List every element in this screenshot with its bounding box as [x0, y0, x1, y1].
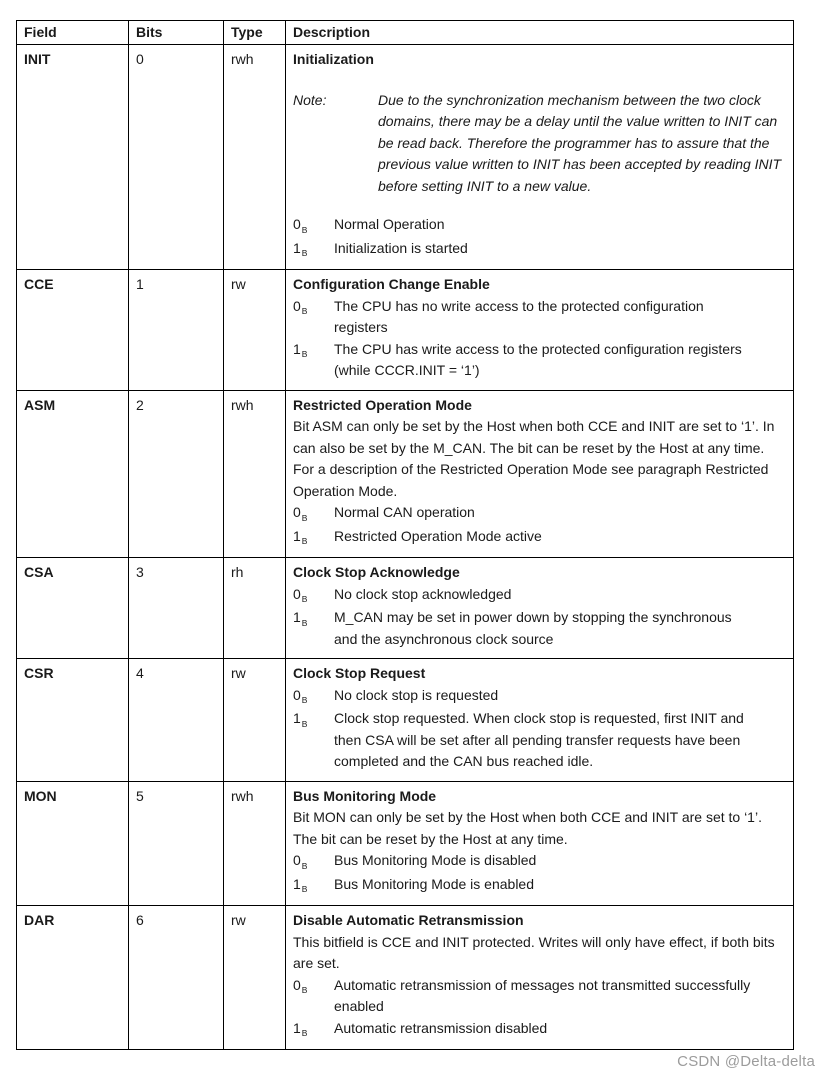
table-row: [17, 45, 794, 270]
value-row: [293, 214, 787, 238]
bit-subscript: B: [301, 695, 308, 705]
value-row: [293, 238, 787, 262]
bit-value: [293, 502, 334, 526]
type-cell: rwh: [224, 781, 286, 906]
value-row: [293, 584, 787, 608]
table-row: [17, 659, 794, 782]
type-cell: rwh: [224, 390, 286, 558]
table-header-row: [17, 21, 794, 45]
bit-number: 0: [293, 585, 301, 602]
value-row: [293, 685, 787, 709]
description-cell: [286, 390, 794, 558]
bits-cell: 0: [129, 45, 224, 270]
value-row: [293, 1018, 787, 1042]
register-bitfield-table: [16, 20, 794, 1050]
description-title: Initialization: [293, 51, 374, 67]
value-row: [293, 874, 787, 898]
bit-number: 0: [293, 852, 301, 868]
bit-subscript: B: [301, 349, 308, 359]
bit-number: 1: [293, 1019, 301, 1036]
bit-value: [293, 214, 334, 238]
bit-subscript: B: [301, 718, 308, 729]
note-label: Note:: [293, 91, 327, 108]
description-body: Bit MON can only be set by the Host when both CCE and INIT are set to ‘1’. The bit can be reset by the Host at any time.: [293, 809, 762, 847]
description-cell: [286, 45, 794, 270]
bit-subscript: B: [301, 536, 308, 546]
bit-number: 1: [293, 875, 301, 892]
value-text: Automatic retransmission of messages not transmitted successfully enabled: [334, 976, 751, 1014]
type-cell: rw: [224, 270, 286, 391]
bit-number: 1: [293, 239, 301, 256]
value-text: Bus Monitoring Mode is disabled: [334, 852, 537, 868]
field-cell: CSA: [17, 558, 129, 659]
type-cell: rw: [224, 659, 286, 782]
bit-subscript: B: [301, 512, 308, 523]
type-cell: rwh: [224, 45, 286, 270]
value-text: Restricted Operation Mode active: [334, 527, 542, 544]
field-cell: DAR: [17, 906, 129, 1050]
bits-cell: 2: [129, 390, 224, 558]
value-row: [293, 502, 787, 526]
description-cell: [286, 781, 794, 906]
value-text: The CPU has no write access to the protected configuration registers: [334, 297, 704, 335]
value-row: [293, 296, 787, 339]
bit-number: 0: [293, 216, 301, 232]
bit-subscript: B: [301, 860, 308, 871]
value-text: Normal Operation: [334, 216, 445, 232]
bit-value: [293, 238, 334, 262]
value-text: Normal CAN operation: [334, 504, 475, 520]
value-row: [293, 607, 787, 650]
value-text: Automatic retransmission disabled: [334, 1019, 548, 1036]
table-row: [17, 390, 794, 558]
bit-subscript: B: [301, 594, 308, 604]
field-cell: MON: [17, 781, 129, 906]
column-header-bits: Bits: [129, 21, 224, 45]
description-body: This bitfield is CCE and INIT protected. Writes will only have effect, if both bits are set.: [293, 933, 775, 971]
note-block: [293, 90, 787, 198]
bit-number: 1: [293, 710, 301, 726]
type-cell: rw: [224, 906, 286, 1050]
bit-value: [293, 584, 334, 608]
bit-value: [293, 296, 334, 339]
bit-subscript: B: [301, 985, 308, 995]
description-title: Restricted Operation Mode: [293, 396, 472, 413]
description-title: Configuration Change Enable: [293, 276, 490, 292]
bit-subscript: B: [301, 884, 308, 894]
bit-value: [293, 339, 334, 382]
value-text: M_CAN may be set in power down by stopping the synchronous and the asynchronous clock source: [334, 609, 732, 647]
value-text: No clock stop is requested: [334, 686, 499, 703]
bit-number: 0: [293, 504, 301, 520]
bit-value: [293, 526, 334, 550]
value-text: The CPU has write access to the protected configuration registers (while CCCR.INIT = ‘1’): [334, 340, 742, 378]
bit-subscript: B: [301, 306, 308, 316]
description-title: Disable Automatic Retransmission: [293, 912, 524, 928]
bit-number: 0: [293, 686, 301, 703]
bit-value: [293, 850, 334, 874]
bits-cell: 1: [129, 270, 224, 391]
bit-value: [293, 708, 334, 773]
value-row: [293, 850, 787, 874]
bit-value: [293, 975, 334, 1018]
bit-number: 0: [293, 297, 301, 314]
description-cell: [286, 270, 794, 391]
description-cell: [286, 906, 794, 1050]
type-cell: rh: [224, 558, 286, 659]
table-row: [17, 781, 794, 906]
value-text: Clock stop requested. When clock stop is requested, first INIT and then CSA will be set after all pending transfer requests have been completed and the CAN bus reached idle.: [334, 710, 744, 769]
bit-value: [293, 685, 334, 709]
bit-subscript: B: [301, 617, 308, 628]
bit-subscript: B: [301, 224, 308, 235]
bit-value: [293, 607, 334, 650]
description-body: Bit ASM can only be set by the Host when both CCE and INIT are set to ‘1’. In can also be set by the M_CAN. The bit can be reset by the Host at any time. For a description of the Restricted Operation Mode see paragraph Restricted Operation Mode.: [293, 418, 775, 499]
description-cell: [286, 659, 794, 782]
field-cell: ASM: [17, 390, 129, 558]
note-text: Due to the synchronization mechanism between the two clock domains, there may be a delay until the value written to INIT can be read back. Therefore the programmer has to assure that the previous value written to INIT has been accepted by reading INIT before setting INIT to a new value.: [378, 91, 782, 194]
bits-cell: 6: [129, 906, 224, 1050]
table-row: [17, 558, 794, 659]
description-title: Bus Monitoring Mode: [293, 787, 437, 804]
value-row: [293, 708, 787, 773]
field-cell: INIT: [17, 45, 129, 270]
column-header-type: Type: [224, 21, 286, 45]
bit-value: [293, 874, 334, 898]
bits-cell: 5: [129, 781, 224, 906]
description-title: Clock Stop Request: [293, 665, 426, 681]
table-row: [17, 906, 794, 1050]
field-cell: CSR: [17, 659, 129, 782]
value-text: Bus Monitoring Mode is enabled: [334, 875, 535, 892]
bit-number: 1: [293, 527, 301, 544]
bit-subscript: B: [301, 248, 308, 258]
bit-number: 1: [293, 609, 301, 625]
bit-value: [293, 1018, 334, 1042]
column-header-description: Description: [286, 21, 794, 45]
table-row: [17, 270, 794, 391]
field-cell: CCE: [17, 270, 129, 391]
bits-cell: 4: [129, 659, 224, 782]
bit-number: 1: [293, 340, 301, 357]
description-title: Clock Stop Acknowledge: [293, 564, 460, 580]
value-row: [293, 526, 787, 550]
bit-number: 0: [293, 976, 301, 993]
description-cell: [286, 558, 794, 659]
value-text: No clock stop acknowledged: [334, 585, 512, 602]
value-row: [293, 975, 787, 1018]
value-text: Initialization is started: [334, 239, 468, 256]
value-row: [293, 339, 787, 382]
bit-subscript: B: [301, 1028, 308, 1038]
bits-cell: 3: [129, 558, 224, 659]
watermark: CSDN @Delta-delta: [677, 1053, 815, 1070]
column-header-field: Field: [17, 21, 129, 45]
